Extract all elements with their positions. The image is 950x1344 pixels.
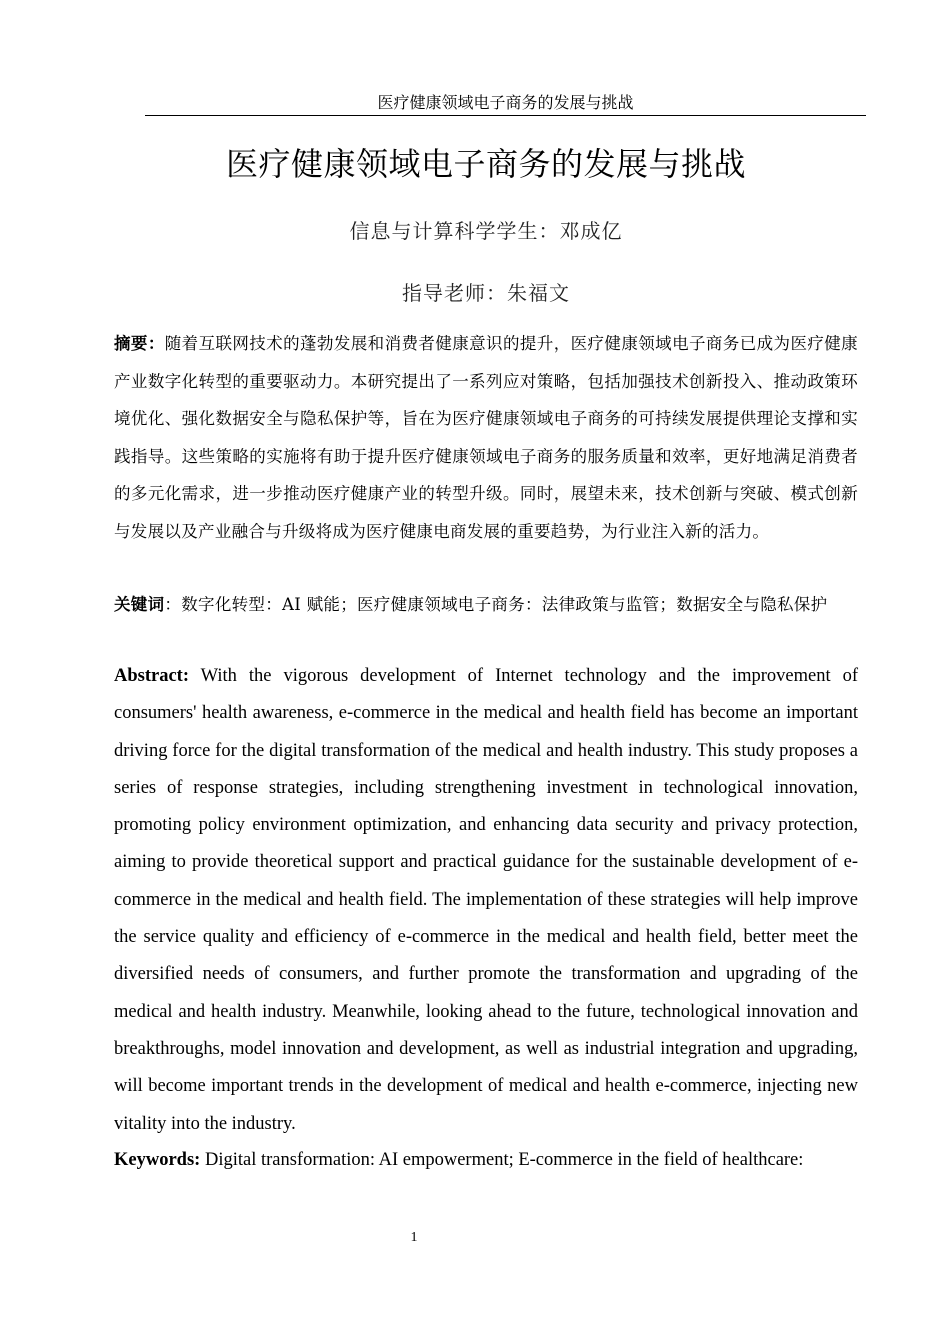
author-line: 信息与计算科学学生：邓成亿 bbox=[349, 219, 623, 243]
keywords-cn-label: 关键词 bbox=[114, 595, 165, 614]
abstract-en bbox=[114, 658, 858, 1143]
abstract-cn-label: 摘要 bbox=[114, 334, 148, 353]
abstract-cn-separator: ： bbox=[147, 334, 165, 353]
keywords-cn-text: 数字化转型：AI 赋能；医疗健康领域电子商务：法律政策与监管；数据安全与隐私保护 bbox=[181, 595, 828, 614]
keywords-en bbox=[114, 1142, 858, 1179]
abstract-en-label: Abstract: bbox=[114, 666, 190, 686]
keywords-en-label: Keywords: bbox=[114, 1150, 201, 1170]
keywords-en-text: Digital transformation: AI empowerment; E-commerce in the field of healthcare: bbox=[204, 1150, 804, 1170]
abstract-cn bbox=[114, 325, 858, 550]
paper-title: 医疗健康领域电子商务的发展与挑战 bbox=[225, 145, 746, 183]
running-header: 医疗健康领域电子商务的发展与挑战 bbox=[377, 93, 634, 112]
keywords-cn-separator: ： bbox=[164, 595, 182, 614]
header-rule bbox=[145, 115, 866, 116]
keywords-cn bbox=[114, 586, 858, 624]
abstract-cn-text: 随着互联网技术的蓬勃发展和消费者健康意识的提升，医疗健康领域电子商务已成为医疗健康产业数字化转型的重要驱动力。本研究提出了一系列应对策略，包括加强技术创新投入、推动政策环境优化、强化数据安全与隐私保护等，旨在为医疗健康领域电子商务的可持续发展提供理论支撑和实践指导。这些策略的实施将有助于提升医疗健康领域电子商务的服务质量和效率，更好地满足消费者的多元化需求，进一步推动医疗健康产业的转型升级。同时，展望未来，技术创新与突破、模式创新与发展以及产业融合与升级将成为医疗健康电商发展的重要趋势，为行业注入新的活力。 bbox=[114, 334, 858, 541]
advisor-line: 指导老师：朱福文 bbox=[402, 281, 570, 305]
page-number: 1 bbox=[410, 1230, 418, 1245]
abstract-en-text: With the vigorous development of Internet technology and the improvement of consumers' health awareness, e-commerce in the medical and health field has become an important driving force for the digital transformation of the medical and health industry. This study proposes a series of response strategies, including strengthening investment in technological innovation, promoting policy environment optimization, and enhancing data security and privacy protection, aiming to provide theoretical support and practical guidance for the sustainable development of e-commerce in the medical and health field. The implementation of these strategies will help improve the service quality and efficiency of e-commerce in the medical and health field, better meet the diversified needs of consumers, and further promote the transformation and upgrading of the medical and health industry. Meanwhile, looking ahead to the future, technological innovation and breakthroughs, model innovation and development, as well as industrial integration and upgrading, will become important trends in the development of medical and health e-commerce, injecting new vitality into the industry. bbox=[114, 666, 858, 1134]
